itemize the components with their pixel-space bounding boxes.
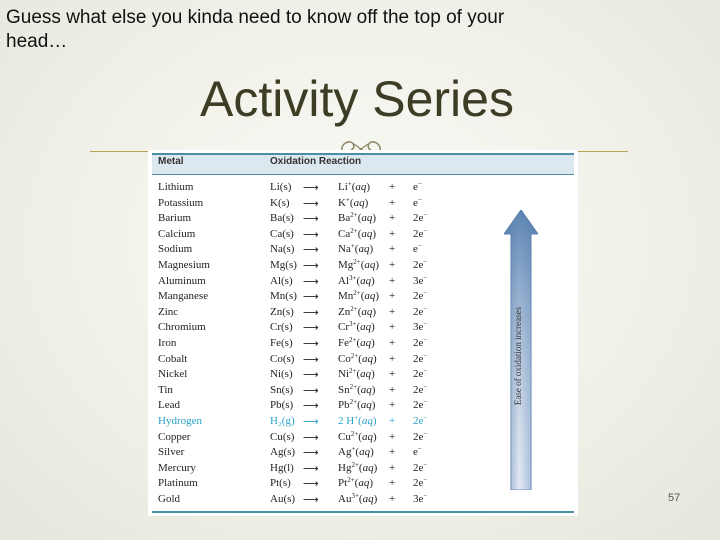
electron-count: e bbox=[413, 196, 418, 209]
reaction-arrow-icon: ⟶ bbox=[303, 321, 318, 335]
table-row bbox=[152, 180, 572, 196]
product-symbol: Sn bbox=[338, 383, 350, 396]
product-state: (aq) bbox=[357, 305, 377, 318]
product-state: (aq) bbox=[357, 399, 376, 412]
arrow-label: Ease of oxidation increases bbox=[513, 306, 523, 406]
product-charge: 2+ bbox=[349, 335, 357, 344]
product-state: (aq) bbox=[357, 383, 376, 396]
plus-sign: + bbox=[389, 212, 396, 225]
table-header-background bbox=[152, 155, 574, 174]
reactant: Pb(s) bbox=[270, 399, 294, 412]
electron-count: 2e bbox=[413, 290, 424, 303]
plus-sign: + bbox=[389, 430, 396, 443]
product-state-value: aq bbox=[359, 446, 371, 459]
metal-name: Mercury bbox=[158, 461, 196, 474]
product-charge: 2+ bbox=[350, 211, 358, 220]
table-row bbox=[152, 492, 572, 508]
electrons: e− bbox=[413, 445, 422, 459]
reaction-arrow-icon: ⟶ bbox=[303, 492, 318, 506]
product-symbol: Ba bbox=[338, 212, 351, 225]
electrons: 2e− bbox=[413, 335, 428, 349]
reaction-arrow-icon: ⟶ bbox=[303, 290, 318, 304]
electron-count: 2e bbox=[413, 477, 424, 490]
product-symbol: Au bbox=[338, 492, 352, 505]
reaction-arrow-icon: ⟶ bbox=[303, 352, 318, 366]
product-symbol: Ni bbox=[338, 368, 349, 381]
product-state-value: aq bbox=[361, 430, 373, 443]
electron-count: 2e bbox=[413, 212, 424, 225]
product-state: (aq) bbox=[354, 243, 374, 256]
electrons: 2e− bbox=[413, 304, 428, 318]
product bbox=[338, 336, 375, 352]
reactant: Al(s) bbox=[270, 274, 293, 287]
electron-count: 2e bbox=[413, 399, 424, 412]
electrons: 2e− bbox=[413, 257, 428, 271]
product-state-value: aq bbox=[364, 290, 376, 303]
reactant: Sn(s) bbox=[270, 383, 294, 396]
plus-sign: + bbox=[389, 414, 396, 427]
reaction-arrow-icon: ⟶ bbox=[303, 368, 318, 382]
intro-text: Guess what else you kinda need to know off the top of your head… bbox=[6, 7, 505, 52]
reactant: Na(s) bbox=[270, 243, 295, 256]
header-metal: Metal bbox=[158, 156, 184, 167]
table-bottom-rule bbox=[152, 511, 574, 513]
product-state: (aq) bbox=[357, 227, 377, 240]
product-state-value: aq bbox=[360, 368, 372, 381]
product-state: (aq) bbox=[355, 446, 374, 459]
product bbox=[338, 180, 370, 196]
plus-sign: + bbox=[389, 321, 396, 334]
reaction-arrow-icon: ⟶ bbox=[303, 274, 318, 288]
plus-sign: + bbox=[389, 477, 396, 490]
product-symbol: Mg bbox=[338, 258, 354, 271]
electron-count: e bbox=[413, 446, 418, 459]
electron-count: 2e bbox=[413, 368, 424, 381]
reactant: Cr(s) bbox=[270, 321, 293, 334]
plus-sign: + bbox=[389, 492, 396, 505]
product-symbol: Na bbox=[338, 243, 351, 256]
plus-sign: + bbox=[389, 461, 396, 474]
product bbox=[338, 352, 377, 368]
electrons: 2e− bbox=[413, 211, 428, 225]
product-state-value: aq bbox=[361, 414, 373, 427]
plus-sign: + bbox=[389, 383, 396, 396]
product-symbol: 2 H bbox=[338, 414, 355, 427]
product-state: (aq) bbox=[356, 336, 375, 349]
metal-name: Barium bbox=[158, 212, 191, 225]
product bbox=[338, 414, 377, 430]
plus-sign: + bbox=[389, 446, 396, 459]
electron-count: 3e bbox=[413, 492, 424, 505]
product-symbol: Pt bbox=[338, 477, 348, 490]
reactant: Mg(s) bbox=[270, 258, 297, 271]
table-row bbox=[152, 196, 572, 212]
reactant: Pt(s) bbox=[270, 477, 291, 490]
product-state-value: aq bbox=[361, 227, 373, 240]
product-state-value: aq bbox=[361, 305, 373, 318]
metal-name: Cobalt bbox=[158, 352, 188, 365]
reaction-arrow-icon: ⟶ bbox=[303, 196, 318, 210]
electron-count: 2e bbox=[413, 352, 424, 365]
reactant: Ca(s) bbox=[270, 227, 294, 240]
product-charge: 3+ bbox=[351, 491, 359, 500]
metal-name: Zinc bbox=[158, 305, 179, 318]
electrons: 2e− bbox=[413, 289, 428, 303]
product-symbol: Zn bbox=[338, 305, 351, 318]
slide-title: Activity Series bbox=[200, 71, 514, 127]
product-charge: + bbox=[345, 195, 350, 204]
product-symbol: Cu bbox=[338, 430, 351, 443]
product-charge: 3+ bbox=[349, 320, 357, 329]
product-state-value: aq bbox=[361, 352, 373, 365]
product-charge: 2+ bbox=[350, 304, 358, 313]
reactant: Ni(s) bbox=[270, 368, 293, 381]
product-symbol: Mn bbox=[338, 290, 354, 303]
product-state-value: aq bbox=[362, 461, 374, 474]
product bbox=[338, 258, 379, 274]
product-symbol: Fe bbox=[338, 336, 349, 349]
electron-count: 3e bbox=[413, 321, 424, 334]
electrons: 3e− bbox=[413, 273, 428, 287]
product bbox=[338, 227, 376, 243]
table-header-rule bbox=[152, 174, 574, 175]
metal-name: Calcium bbox=[158, 227, 196, 240]
metal-name: Lead bbox=[158, 399, 180, 412]
plus-sign: + bbox=[389, 399, 396, 412]
product bbox=[338, 367, 375, 383]
reactant: Zn(s) bbox=[270, 305, 294, 318]
product bbox=[338, 289, 379, 305]
electrons: 3e− bbox=[413, 320, 428, 334]
product-state: (aq) bbox=[354, 477, 373, 490]
product bbox=[338, 211, 376, 227]
product-symbol: Al bbox=[338, 274, 349, 287]
electron-count: 2e bbox=[413, 383, 424, 396]
product-charge: 2+ bbox=[349, 398, 358, 407]
metal-name: Sodium bbox=[158, 243, 193, 256]
product-charge: + bbox=[354, 413, 359, 422]
product-charge: 2+ bbox=[353, 289, 361, 298]
plus-sign: + bbox=[389, 352, 396, 365]
product bbox=[338, 492, 377, 508]
reactant: Mn(s) bbox=[270, 290, 297, 303]
electrons: 2e− bbox=[413, 398, 428, 412]
electrons: e− bbox=[413, 242, 422, 256]
metal-name: Iron bbox=[158, 336, 177, 349]
electron-count: 2e bbox=[413, 336, 424, 349]
product-charge: 2+ bbox=[349, 367, 357, 376]
electron-count: 2e bbox=[413, 258, 424, 271]
reactant: Li(s) bbox=[270, 181, 292, 193]
product bbox=[338, 196, 368, 212]
reactant: Ba(s) bbox=[270, 212, 294, 225]
metal-name: Tin bbox=[158, 383, 173, 396]
product-state-value: aq bbox=[353, 196, 365, 209]
metal-name: Lithium bbox=[158, 181, 194, 193]
product bbox=[338, 274, 375, 290]
metal-name: Potassium bbox=[158, 196, 204, 209]
reaction-arrow-icon: ⟶ bbox=[303, 336, 318, 350]
product-symbol: Co bbox=[338, 352, 351, 365]
electrons: 2e− bbox=[413, 382, 428, 396]
product-state: (aq) bbox=[357, 212, 377, 225]
metal-name: Hydrogen bbox=[158, 414, 202, 427]
electron-count: e bbox=[413, 243, 418, 256]
product-state: (aq) bbox=[356, 368, 375, 381]
electrons: 2e− bbox=[413, 460, 428, 474]
electron-count: 2e bbox=[413, 227, 424, 240]
product-state: (aq) bbox=[360, 258, 380, 271]
reaction-arrow-icon: ⟶ bbox=[303, 181, 318, 194]
product bbox=[338, 430, 377, 446]
product-state: (aq) bbox=[358, 430, 377, 443]
product-state: (aq) bbox=[358, 352, 377, 365]
electron-count: 2e bbox=[413, 414, 424, 427]
reactant: Co(s) bbox=[270, 352, 295, 365]
electrons: 2e− bbox=[413, 351, 428, 365]
product-state: (aq) bbox=[356, 321, 375, 334]
reactant: Cu(s) bbox=[270, 430, 295, 443]
electrons: 2e− bbox=[413, 429, 428, 443]
product-symbol: Li bbox=[338, 181, 348, 193]
electron-count: 2e bbox=[413, 305, 424, 318]
product bbox=[338, 320, 375, 336]
product-state: (aq) bbox=[358, 492, 378, 505]
product-symbol: Pb bbox=[338, 399, 350, 412]
product-symbol: K bbox=[338, 196, 346, 209]
product-charge: 2+ bbox=[350, 226, 358, 235]
table-top-rule bbox=[152, 153, 574, 155]
electron-count: 2e bbox=[413, 430, 424, 443]
electrons: 2e− bbox=[413, 367, 428, 381]
product-charge: + bbox=[350, 242, 355, 251]
plus-sign: + bbox=[389, 227, 396, 240]
product-state: (aq) bbox=[358, 414, 377, 427]
plus-sign: + bbox=[389, 181, 396, 193]
reactant: Ag(s) bbox=[270, 446, 296, 459]
electrons: 2e− bbox=[413, 413, 428, 427]
reaction-arrow-icon: ⟶ bbox=[303, 243, 318, 257]
product-charge: 2+ bbox=[349, 382, 358, 391]
product-state-value: aq bbox=[364, 258, 376, 271]
reaction-arrow-icon: ⟶ bbox=[303, 446, 318, 460]
product-symbol: Ca bbox=[338, 227, 351, 240]
product-state-value: aq bbox=[358, 477, 370, 490]
plus-sign: + bbox=[389, 196, 396, 209]
product bbox=[338, 242, 373, 258]
reaction-arrow-icon: ⟶ bbox=[303, 414, 318, 428]
reaction-arrow-icon: ⟶ bbox=[303, 477, 318, 491]
product-charge: 2+ bbox=[347, 476, 355, 485]
plus-sign: + bbox=[389, 336, 396, 349]
product-state: (aq) bbox=[349, 196, 369, 209]
plus-sign: + bbox=[389, 274, 396, 287]
reaction-arrow-icon: ⟶ bbox=[303, 461, 318, 475]
electrons: 2e− bbox=[413, 476, 428, 490]
metal-name: Manganese bbox=[158, 290, 209, 303]
electrons: e− bbox=[413, 195, 422, 209]
product-state: (aq) bbox=[356, 274, 375, 287]
product-charge: 2+ bbox=[350, 351, 359, 360]
electron-count: e bbox=[413, 181, 418, 193]
product bbox=[338, 383, 375, 399]
product-charge: 3+ bbox=[349, 273, 357, 282]
electrons: e− bbox=[413, 180, 422, 193]
electrons: 3e− bbox=[413, 491, 428, 505]
product-state-value: aq bbox=[358, 243, 370, 256]
metal-name: Chromium bbox=[158, 321, 206, 334]
reactant: Au(s) bbox=[270, 492, 296, 505]
reactant: Fe(s) bbox=[270, 336, 293, 349]
product bbox=[338, 476, 373, 492]
plus-sign: + bbox=[389, 258, 396, 271]
product-symbol: Cr bbox=[338, 321, 349, 334]
reaction-arrow-icon: ⟶ bbox=[303, 305, 318, 319]
product-state-value: aq bbox=[360, 383, 372, 396]
plus-sign: + bbox=[389, 368, 396, 381]
product-charge: + bbox=[351, 445, 356, 454]
reactant: Hg(l) bbox=[270, 461, 294, 474]
product bbox=[338, 305, 376, 321]
reaction-arrow-icon: ⟶ bbox=[303, 383, 318, 397]
product-state-value: aq bbox=[360, 321, 372, 334]
plus-sign: + bbox=[389, 290, 396, 303]
plus-sign: + bbox=[389, 305, 396, 318]
product-charge: + bbox=[347, 180, 352, 188]
reaction-arrow-icon: ⟶ bbox=[303, 258, 318, 272]
metal-name: Aluminum bbox=[158, 274, 206, 287]
product-symbol: Ag bbox=[338, 446, 352, 459]
reaction-arrow-icon: ⟶ bbox=[303, 430, 318, 444]
reaction-arrow-icon: ⟶ bbox=[303, 227, 318, 241]
reactant: K(s) bbox=[270, 196, 290, 209]
electrons: 2e− bbox=[413, 226, 428, 240]
metal-name: Nickel bbox=[158, 368, 188, 381]
product bbox=[338, 445, 374, 461]
product-state-value: aq bbox=[360, 336, 372, 349]
plus-sign: + bbox=[389, 243, 396, 256]
metal-name: Gold bbox=[158, 492, 180, 505]
product-state: (aq) bbox=[358, 461, 378, 474]
product-state: (aq) bbox=[351, 181, 371, 193]
metal-name: Copper bbox=[158, 430, 191, 443]
product-charge: 2+ bbox=[351, 460, 359, 469]
product-state-value: aq bbox=[360, 399, 372, 412]
reaction-arrow-icon: ⟶ bbox=[303, 399, 318, 413]
product-state-value: aq bbox=[355, 181, 367, 193]
metal-name: Magnesium bbox=[158, 258, 210, 271]
product-charge: 2+ bbox=[353, 257, 361, 266]
product bbox=[338, 398, 375, 414]
electron-count: 2e bbox=[413, 461, 424, 474]
product-symbol: Hg bbox=[338, 461, 352, 474]
product-state-value: aq bbox=[360, 274, 372, 287]
product-state-value: aq bbox=[362, 492, 374, 505]
electron-count: 3e bbox=[413, 274, 424, 287]
header-oxidation-reaction: Oxidation Reaction bbox=[270, 156, 362, 167]
product-state: (aq) bbox=[360, 290, 380, 303]
metal-name: Platinum bbox=[158, 477, 198, 490]
reaction-arrow-icon: ⟶ bbox=[303, 212, 318, 226]
product bbox=[338, 461, 377, 477]
product-charge: 2+ bbox=[350, 429, 359, 438]
reactant: H₂(g) bbox=[270, 414, 295, 427]
product-state-value: aq bbox=[361, 212, 373, 225]
metal-name: Silver bbox=[158, 446, 185, 459]
page-number: 57 bbox=[668, 492, 681, 504]
